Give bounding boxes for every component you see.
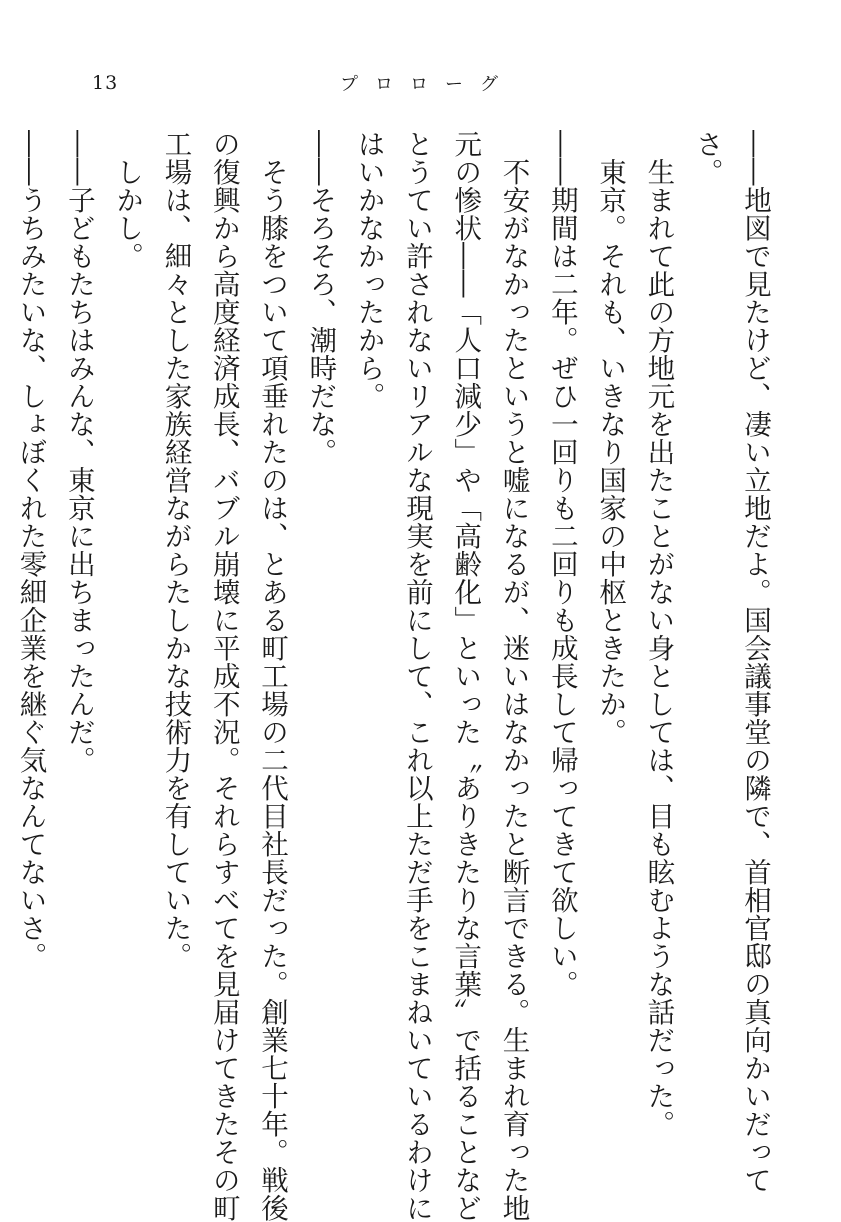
text-line: そう膝をついて項垂れたのは、とある町工場の二代目社長だった。創業七十年。戦後 bbox=[256, 130, 289, 1222]
text-line: ――うちみたいな、しょぼくれた零細企業を継ぐ気なんてないさ。 bbox=[14, 130, 47, 970]
body-text bbox=[0, 130, 779, 1222]
text-line: 東京。それも、いきなり国家の中枢ときたか。 bbox=[594, 130, 627, 746]
text-line: ――地図で見たけど、凄い立地だよ。国会議事堂の隣で、首相官邸の真向かいだって bbox=[739, 130, 771, 1194]
text-line: の復興から高度経済成長、バブル崩壊に平成不況。それらすべてを見届けてきたその町 bbox=[207, 130, 240, 1222]
text-line: ――そろそろ、潮時だな。 bbox=[304, 130, 337, 466]
text-line bbox=[0, 130, 6, 1140]
text-line: しかし。 bbox=[111, 130, 144, 270]
text-line: さ。 bbox=[690, 130, 723, 186]
text-line: ――期間は二年。ぜひ一回りも二回りも成長して帰ってきて欲しい。 bbox=[545, 130, 578, 998]
text-line: 生まれて此の方地元を出たことがない身としては、目も眩むような話だった。 bbox=[642, 130, 675, 1138]
page-number: 13 bbox=[92, 72, 119, 94]
text-line: ――子どもたちはみんな、東京に出ちまったんだ。 bbox=[62, 130, 95, 774]
text-line: とうてい許されないリアルな現実を前にして、これ以上ただ手をこまねいているわけに bbox=[400, 130, 433, 1222]
text-line: 工場は、細々とした家族経営ながらたしかな技術力を有していた。 bbox=[159, 130, 192, 970]
text-line: はいかなかったから。 bbox=[352, 130, 385, 410]
text-line: 不安がなかったというと嘘になるが、迷いはなかったと断言できる。生まれ育った地 bbox=[497, 130, 530, 1222]
text-line: 元の惨状――「人口減少」や「高齢化」といった〝ありきたりな言葉〟で括ることなど bbox=[449, 130, 482, 1222]
running-head: プロローグ bbox=[340, 74, 515, 95]
